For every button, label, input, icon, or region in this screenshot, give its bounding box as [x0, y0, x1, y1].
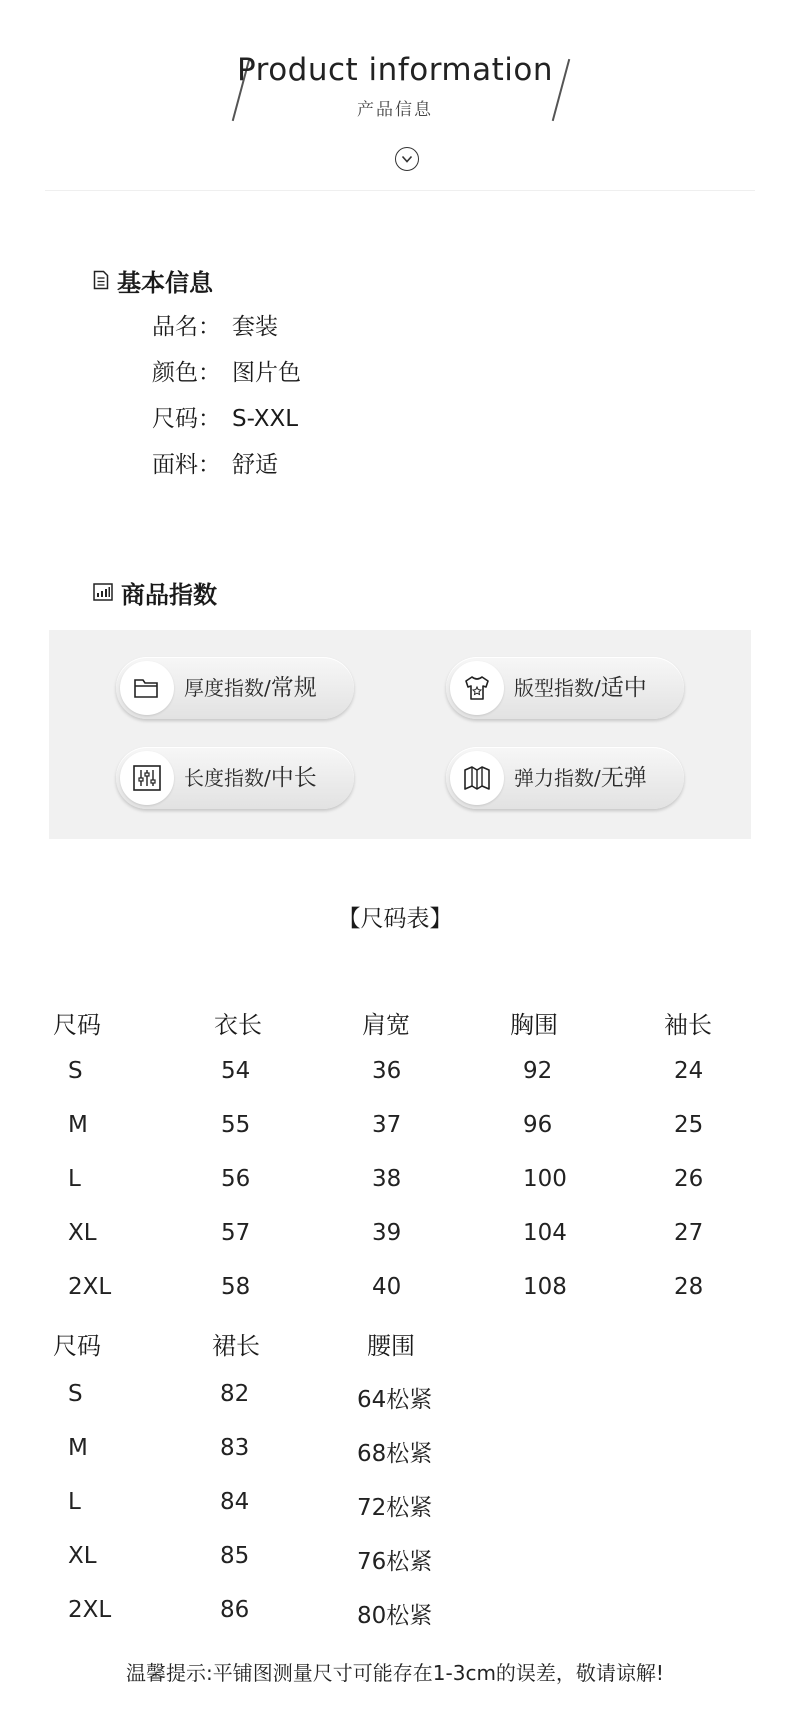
index-label — [514, 657, 647, 719]
table-cell: 2XL — [68, 1597, 112, 1623]
info-value: 图片色 — [232, 360, 301, 386]
table-header-cell: 尺码 — [53, 1332, 101, 1360]
table-cell: S — [68, 1381, 83, 1407]
index-name: 弹力指数/ — [514, 766, 601, 790]
info-row-size — [152, 403, 298, 435]
table-cell: 56 — [221, 1166, 251, 1192]
table-cell: XL — [68, 1220, 97, 1246]
table-cell: 28 — [674, 1274, 704, 1300]
table-cell: M — [68, 1435, 88, 1461]
table-cell: 64松紧 — [357, 1387, 433, 1413]
table-header-cell: 尺码 — [53, 1011, 101, 1039]
table-header-cell: 肩宽 — [362, 1011, 410, 1039]
info-value: S-XXL — [232, 406, 299, 432]
page-title: Product information — [237, 52, 553, 88]
table-cell: 25 — [674, 1112, 704, 1138]
table-cell: 84 — [220, 1489, 250, 1515]
table-cell: 58 — [221, 1274, 251, 1300]
shirt-icon — [450, 661, 504, 715]
info-key: 面料： — [152, 452, 221, 478]
info-row-color — [152, 357, 301, 389]
index-pill-thickness — [116, 657, 354, 719]
table-cell: 24 — [674, 1058, 704, 1084]
bar-chart-icon — [93, 583, 113, 605]
index-pill-fit — [446, 657, 684, 719]
table-cell: M — [68, 1112, 88, 1138]
footer-note: 温馨提示:平铺图测量尺寸可能存在1-3cm的误差，敬请谅解! — [126, 1661, 664, 1685]
index-name: 长度指数/ — [184, 766, 271, 790]
index-value: 无弹 — [600, 765, 647, 791]
index-value: 中长 — [270, 765, 317, 791]
info-row-name — [152, 311, 278, 343]
table-cell: 72松紧 — [357, 1495, 433, 1521]
table-header-cell: 裙长 — [212, 1332, 260, 1360]
table-cell: 76松紧 — [357, 1549, 433, 1575]
table-cell: 108 — [523, 1274, 567, 1300]
info-row-fabric — [152, 449, 278, 481]
table-cell: 26 — [674, 1166, 704, 1192]
table-header-cell: 衣长 — [214, 1011, 262, 1039]
table-cell: 55 — [221, 1112, 251, 1138]
table-header-cell: 胸围 — [510, 1011, 558, 1039]
table-cell: 96 — [523, 1112, 553, 1138]
table-cell: 92 — [523, 1058, 553, 1084]
document-icon — [93, 270, 109, 294]
table-cell: 27 — [674, 1220, 704, 1246]
index-name: 厚度指数/ — [184, 676, 271, 700]
table-cell: S — [68, 1058, 83, 1084]
index-label — [184, 657, 317, 719]
table-cell: 54 — [221, 1058, 251, 1084]
table-cell: 85 — [220, 1543, 250, 1569]
info-value: 舒适 — [232, 452, 278, 478]
index-value: 常规 — [270, 675, 317, 701]
table-cell: 2XL — [68, 1274, 112, 1300]
table-cell: L — [68, 1166, 81, 1192]
table-cell: 86 — [220, 1597, 250, 1623]
sliders-icon — [120, 751, 174, 805]
info-key: 品名： — [152, 314, 221, 340]
product-index-heading: 商品指数 — [121, 581, 217, 609]
table-header-cell: 袖长 — [664, 1011, 712, 1039]
info-key: 颜色： — [152, 360, 221, 386]
size-table-title: 【尺码表】 — [337, 906, 453, 932]
table-cell: 38 — [372, 1166, 402, 1192]
table-cell: 80松紧 — [357, 1603, 433, 1629]
table-cell: 36 — [372, 1058, 402, 1084]
index-label — [184, 747, 317, 809]
index-name: 版型指数/ — [514, 676, 601, 700]
index-value: 适中 — [600, 675, 647, 701]
page-subtitle: 产品信息 — [357, 100, 433, 120]
table-cell: 57 — [221, 1220, 251, 1246]
table-cell: 37 — [372, 1112, 402, 1138]
header-divider — [45, 190, 755, 191]
index-pill-length — [116, 747, 354, 809]
table-cell: 104 — [523, 1220, 567, 1246]
chevron-down-icon — [395, 147, 419, 171]
index-pill-elasticity — [446, 747, 684, 809]
table-cell: 68松紧 — [357, 1441, 433, 1467]
table-cell: 100 — [523, 1166, 567, 1192]
index-label — [514, 747, 647, 809]
table-cell: 82 — [220, 1381, 250, 1407]
table-cell: 83 — [220, 1435, 250, 1461]
folder-icon — [120, 661, 174, 715]
table-cell: L — [68, 1489, 81, 1515]
info-key: 尺码： — [152, 406, 221, 432]
map-icon — [450, 751, 504, 805]
table-cell: 39 — [372, 1220, 402, 1246]
table-cell: 40 — [372, 1274, 402, 1300]
product-index-panel — [49, 630, 751, 839]
table-header-cell: 腰围 — [367, 1332, 415, 1360]
info-value: 套装 — [232, 314, 278, 340]
table-cell: XL — [68, 1543, 97, 1569]
basic-info-heading: 基本信息 — [117, 269, 213, 297]
